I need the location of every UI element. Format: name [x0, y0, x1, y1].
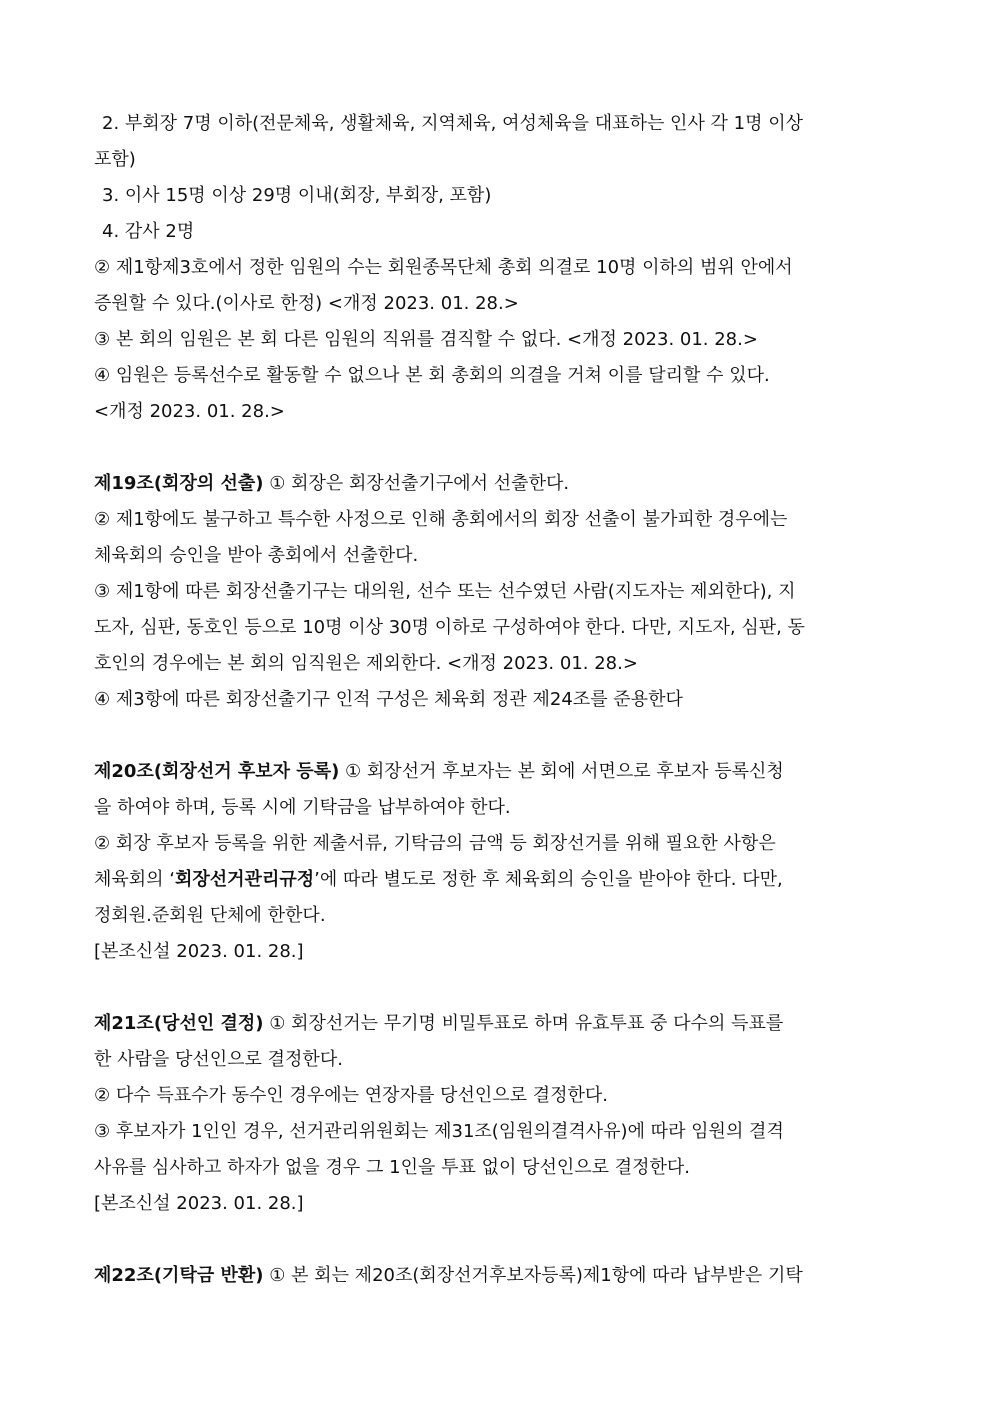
text-line: 사유를 심사하고 하자가 없을 경우 그 1인을 투표 없이 당선인으로 결정한다. — [94, 1157, 691, 1178]
article-19-heading-line — [94, 466, 898, 502]
text-line: 을 하여야 하며, 등록 시에 기탁금을 납부하여야 한다. — [94, 797, 511, 818]
article-title: 제22조(기탁금 반환) — [94, 1265, 264, 1286]
text-line: [본조신설 2023. 01. 28.] — [94, 941, 304, 962]
article-title: 제19조(회장의 선출) — [94, 473, 264, 494]
text-line: 체육회의 승인을 받아 총회에서 선출한다. — [94, 545, 419, 566]
text-line: ② 다수 득표수가 동수인 경우에는 연장자를 당선인으로 결정한다. — [94, 1085, 608, 1106]
spacer — [94, 1222, 898, 1258]
article-title: 제21조(당선인 결정) — [94, 1013, 264, 1034]
text-line: ③ 본 회의 임원은 본 회 다른 임원의 직위를 겸직할 수 없다. <개정 2023. 01. 28.> — [94, 329, 758, 350]
text-line: ① 회장선거는 무기명 비밀투표로 하며 유효투표 중 다수의 득표를 — [269, 1013, 784, 1034]
text-line: ④ 임원은 등록선수로 활동할 수 없으나 본 회 총회의 의결을 거쳐 이를 달리할 수 있다. — [94, 365, 770, 386]
article-20-heading-line — [94, 754, 898, 790]
text-line: <개정 2023. 01. 28.> — [94, 401, 285, 422]
text-line: [본조신설 2023. 01. 28.] — [94, 1193, 304, 1214]
text-line: ① 본 회는 제20조(회장선거후보자등록)제1항에 따라 납부받은 기탁 — [269, 1265, 803, 1286]
document-page — [94, 106, 898, 1294]
text-line: 3. 이사 15명 이상 29명 이내(회장, 부회장, 포함) — [102, 185, 492, 206]
article-21-heading-line — [94, 1006, 898, 1042]
text-line: 2. 부회장 7명 이하(전문체육, 생활체육, 지역체육, 여성체육을 대표하는 인사 각 1명 이상 — [102, 113, 804, 134]
text-line-with-bold — [94, 862, 898, 898]
text-fragment: ’에 따라 별도로 정한 후 체육회의 승인을 받아야 한다. 다만, — [314, 869, 783, 890]
text-line: ① 회장은 회장선출기구에서 선출한다. — [269, 473, 570, 494]
text-line: ③ 제1항에 따른 회장선출기구는 대의원, 선수 또는 선수였던 사람(지도자는 제외한다), 지 — [94, 581, 796, 602]
article-title: 제20조(회장선거 후보자 등록) — [94, 761, 340, 782]
text-line: 도자, 심판, 동호인 등으로 10명 이상 30명 이하로 구성하여야 한다. 다만, 지도자, 심판, 동 — [94, 617, 805, 638]
text-fragment: 체육회의 ‘ — [94, 869, 175, 890]
text-line: ③ 후보자가 1인인 경우, 선거관리위원회는 제31조(임원의결격사유)에 따라 임원의 결격 — [94, 1121, 784, 1142]
spacer — [94, 970, 898, 1006]
text-line: 호인의 경우에는 본 회의 임직원은 제외한다. <개정 2023. 01. 28.> — [94, 653, 638, 674]
regulation-name: 회장선거관리규정 — [175, 869, 315, 890]
text-line: 한 사람을 당선인으로 결정한다. — [94, 1049, 343, 1070]
spacer — [94, 718, 898, 754]
text-line: ② 제1항에도 불구하고 특수한 사정으로 인해 총회에서의 회장 선출이 불가피한 경우에는 — [94, 509, 788, 530]
text-line: 증원할 수 있다.(이사로 한정) <개정 2023. 01. 28.> — [94, 293, 519, 314]
text-line: ② 제1항제3호에서 정한 임원의 수는 회원종목단체 총회 의결로 10명 이하의 범위 안에서 — [94, 257, 793, 278]
text-line: 4. 감사 2명 — [102, 221, 195, 242]
spacer — [94, 430, 898, 466]
text-line: ④ 제3항에 따른 회장선출기구 인적 구성은 체육회 정관 제24조를 준용한다 — [94, 689, 683, 710]
text-line: ② 회장 후보자 등록을 위한 제출서류, 기탁금의 금액 등 회장선거를 위해 필요한 사항은 — [94, 833, 776, 854]
text-line: 정회원.준회원 단체에 한한다. — [94, 905, 326, 926]
article-22-heading-line — [94, 1258, 898, 1294]
text-line: ① 회장선거 후보자는 본 회에 서면으로 후보자 등록신청 — [345, 761, 784, 782]
text-line: 포함) — [94, 149, 136, 170]
